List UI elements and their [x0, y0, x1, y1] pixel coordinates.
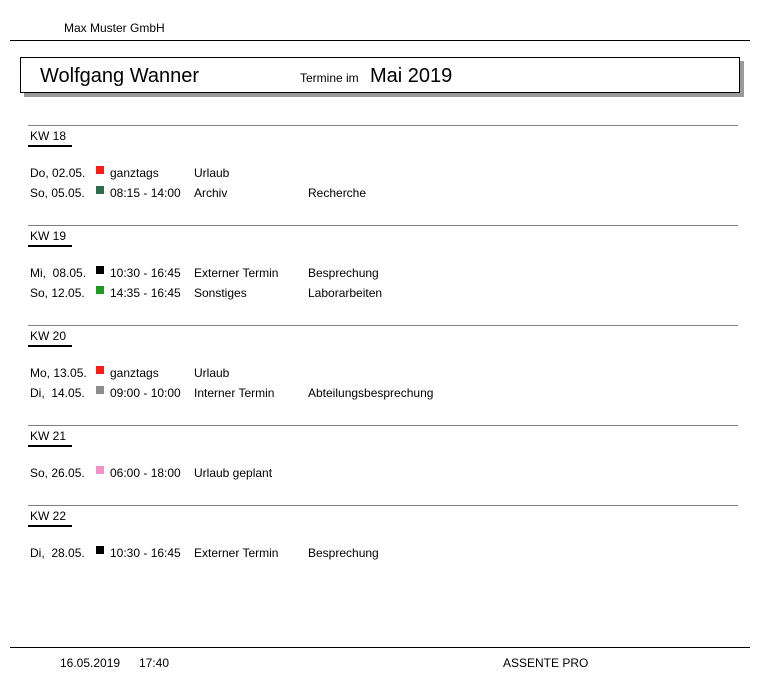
appointment-type: Urlaub — [194, 166, 230, 180]
category-color-square — [96, 366, 104, 374]
company-name: Max Muster GmbH — [64, 21, 165, 35]
category-color-square — [96, 386, 104, 394]
appointment-row — [30, 466, 730, 482]
appointment-date: So, 26.05. — [30, 466, 85, 480]
week-divider — [28, 505, 738, 506]
week-divider — [28, 425, 738, 426]
appointment-date: So, 05.05. — [30, 186, 85, 200]
appointment-time: 10:30 - 16:45 — [110, 546, 181, 560]
appointment-description: Besprechung — [308, 266, 379, 280]
appointment-time: 06:00 - 18:00 — [110, 466, 181, 480]
category-color-square — [96, 546, 104, 554]
week-label-underline — [28, 145, 72, 147]
week-divider — [28, 125, 738, 126]
appointment-type: Sonstiges — [194, 286, 247, 300]
appointment-type: Interner Termin — [194, 386, 275, 400]
report-header — [20, 57, 740, 93]
week-label: KW 19 — [30, 229, 67, 243]
person-name: Wolfgang Wanner — [40, 65, 199, 87]
appointment-row — [30, 386, 730, 402]
week-divider — [28, 225, 738, 226]
appointment-time: 10:30 - 16:45 — [110, 266, 181, 280]
appointment-type: Urlaub geplant — [194, 466, 273, 480]
appointment-date: Di, 14.05. — [30, 386, 85, 400]
week-label-underline — [28, 445, 72, 447]
week-divider — [28, 325, 738, 326]
appointment-type: Archiv — [194, 186, 228, 200]
week-label: KW 22 — [30, 509, 67, 523]
footer-time: 17:40 — [139, 656, 170, 670]
footer-date: 16.05.2019 — [60, 656, 121, 670]
appointment-date: Mo, 13.05. — [30, 366, 87, 380]
week-label-underline — [28, 525, 72, 527]
appointment-time: 14:35 - 16:45 — [110, 286, 181, 300]
appointment-type: Urlaub — [194, 366, 230, 380]
week-label: KW 20 — [30, 329, 67, 343]
top-divider — [10, 40, 750, 41]
category-color-square — [96, 466, 104, 474]
appointment-date: Di, 28.05. — [30, 546, 85, 560]
appointment-type: Externer Termin — [194, 266, 279, 280]
appointment-row — [30, 266, 730, 282]
appointment-description: Recherche — [308, 186, 367, 200]
appointment-description: Laborarbeiten — [308, 286, 383, 300]
appointment-time: ganztags — [110, 166, 159, 180]
appointment-date: So, 12.05. — [30, 286, 85, 300]
appointment-type: Externer Termin — [194, 546, 279, 560]
footer-product: ASSENTE PRO — [503, 656, 589, 670]
termine-label: Termine im — [300, 71, 359, 85]
category-color-square — [96, 286, 104, 294]
appointment-date: Mi, 08.05. — [30, 266, 87, 280]
week-label: KW 18 — [30, 129, 67, 143]
appointment-row — [30, 186, 730, 202]
appointment-row — [30, 366, 730, 382]
week-label-underline — [28, 245, 72, 247]
appointment-row — [30, 166, 730, 182]
appointment-time: 09:00 - 10:00 — [110, 386, 181, 400]
bottom-divider — [10, 647, 750, 648]
appointment-time: 08:15 - 14:00 — [110, 186, 181, 200]
category-color-square — [96, 186, 104, 194]
appointment-date: Do, 02.05. — [30, 166, 86, 180]
category-color-square — [96, 266, 104, 274]
appointment-row — [30, 546, 730, 562]
appointment-time: ganztags — [110, 366, 159, 380]
week-label: KW 21 — [30, 429, 67, 443]
appointment-row — [30, 286, 730, 302]
appointment-description: Abteilungsbesprechung — [308, 386, 434, 400]
category-color-square — [96, 166, 104, 174]
appointment-description: Besprechung — [308, 546, 379, 560]
report-month: Mai 2019 — [370, 65, 453, 87]
week-label-underline — [28, 345, 72, 347]
